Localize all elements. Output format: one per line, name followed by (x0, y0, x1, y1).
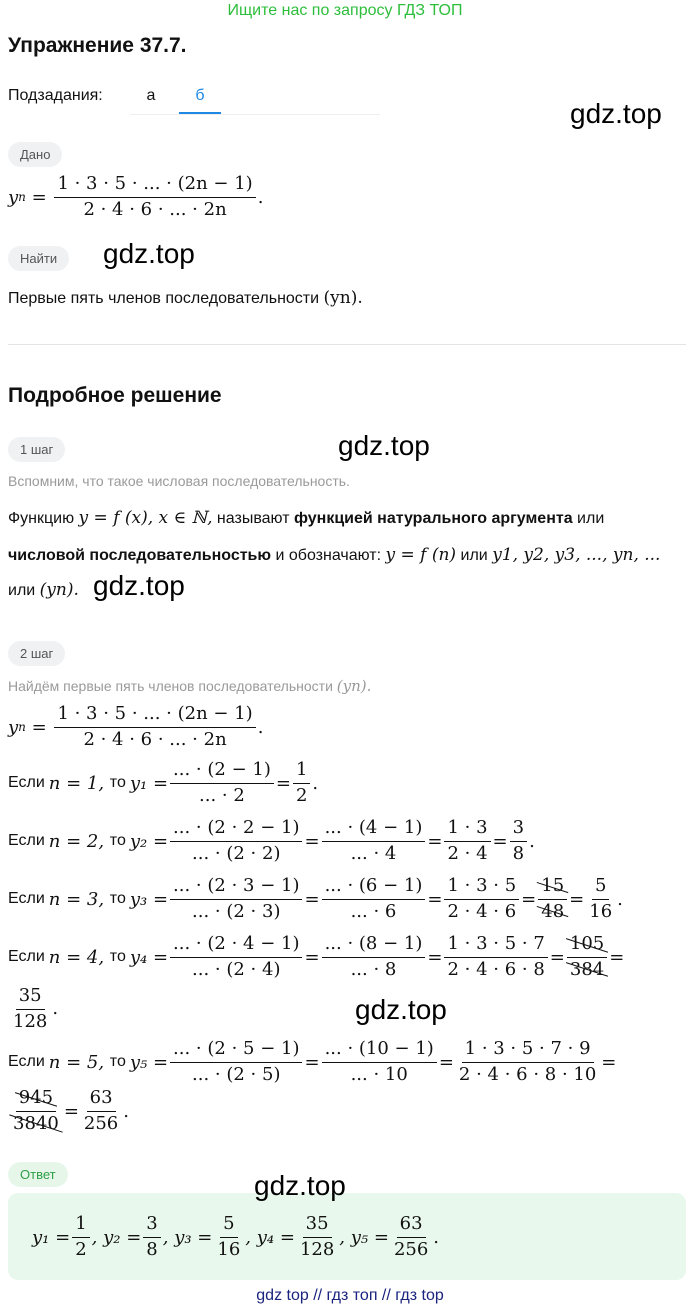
n-value: n = 1, (48, 772, 105, 794)
page-title: Упражнение 37.7. (8, 34, 187, 57)
den: 2 · 4 (447, 842, 488, 864)
watermark: gdz.top (355, 994, 447, 1025)
then-word: то (109, 832, 126, 850)
find-text (8, 288, 363, 308)
solution-title: Подробное решение (8, 384, 222, 407)
watermark: gdz.top (93, 570, 185, 601)
if-word: Если (8, 1053, 45, 1071)
den: ... · (2 · 3) (192, 900, 281, 922)
num: 3 (510, 818, 527, 842)
den: 2 (75, 1238, 87, 1260)
fraction (72, 1214, 89, 1260)
fraction (510, 818, 527, 864)
num: 3 (143, 1214, 160, 1238)
fraction (456, 1039, 599, 1085)
n-value: n = 4, (48, 946, 105, 968)
num: ... · (4 − 1) (322, 818, 426, 842)
y5-term: , y₅ = (339, 1226, 389, 1248)
p1-c: или (572, 510, 605, 527)
then-word: то (109, 948, 126, 966)
active-tab-indicator (179, 112, 221, 114)
num: 63 (397, 1214, 426, 1238)
y-term: y₅ = (129, 1051, 169, 1073)
den: 128 (299, 1238, 335, 1260)
num: 1 · 3 · 5 (444, 876, 519, 900)
cancelled-fraction (538, 876, 567, 922)
num: 1 (293, 760, 310, 784)
den: ... · 10 (350, 1063, 408, 1085)
formula-sub: n (18, 720, 26, 735)
formula-y: y (8, 716, 19, 738)
find-seq: (yn). (323, 288, 363, 308)
num: ... · (6 − 1) (322, 876, 426, 900)
calc-line-4-cont: $\frac{35}{128}$ . (8, 986, 58, 1032)
num: 945 (16, 1088, 56, 1112)
p2-bold: числовой последовательностью (8, 547, 272, 564)
fraction (322, 818, 426, 864)
fraction (170, 876, 302, 922)
bottom-banner[interactable]: gdz top // гдз топ // гдз top (256, 1287, 444, 1304)
num: 5 (592, 876, 609, 900)
den: 8 (512, 842, 525, 864)
find-text-label: Первые пять членов последовательности (8, 290, 320, 307)
p2-b: или (456, 547, 493, 564)
den: 3840 (10, 1112, 62, 1135)
watermark: gdz.top (103, 238, 195, 269)
if-word: Если (8, 890, 45, 908)
then-word: то (109, 890, 126, 908)
fraction (322, 1039, 437, 1085)
fraction (322, 876, 426, 922)
den: ... · 4 (350, 842, 397, 864)
fraction (170, 1039, 302, 1085)
cancelled-fraction (567, 934, 607, 980)
step2-den: 2 · 4 · 6 · ... · 2n (83, 728, 227, 750)
given-formula: y n = $\frac{1 \cdot 3 \cdot 5 \cdot ... \cdot (2n - 1)}{2 \cdot 4 \cdot 6 \cdot ... \cdot 2n}$ . (8, 173, 264, 220)
den: ... · (2 · 4) (192, 958, 281, 980)
step2-hint (8, 677, 371, 695)
p2-math2: y1, y2, y3, ..., yn, ... (492, 545, 661, 565)
fraction (81, 1088, 121, 1134)
then-word: то (109, 774, 126, 792)
y4-term: , y₄ = (245, 1226, 295, 1248)
y-term: y₄ = (129, 946, 169, 968)
p1-math: y = f (x), x ∈ ℕ, (78, 508, 213, 528)
given-chip: Дано (8, 142, 62, 167)
section-divider (8, 344, 686, 345)
step2-hint-text: Найдём первые пять членов последовательности (8, 678, 333, 694)
n-value: n = 5, (48, 1051, 105, 1073)
step1-p3 (8, 580, 79, 600)
tabs-divider (130, 114, 380, 115)
num: 1 · 3 · 5 · 7 · 9 (462, 1039, 594, 1063)
den: 2 · 4 · 6 · 8 · 10 (458, 1063, 597, 1085)
den: 48 (538, 900, 567, 923)
watermark: gdz.top (338, 430, 430, 461)
fraction (170, 818, 302, 864)
y-term: y₁ = (129, 772, 169, 794)
formula-sub: n (18, 190, 26, 205)
p2-a: и обозначают: (271, 547, 386, 564)
answer-formula: y₁ = $\frac{1}{2}$ , y₂ = $\frac{3}{8}$ , y₃ = $\frac{5}{16}$ , y₄ = $\frac{35}{128}$ , y₅ = $\frac{63}{256}$ . (32, 1213, 440, 1260)
num: 5 (220, 1214, 237, 1238)
fraction (444, 934, 547, 980)
p1-a: Функцию (8, 510, 79, 527)
num: ... · (10 − 1) (322, 1039, 437, 1063)
subtasks-label: Подзадания: (8, 87, 103, 104)
den: ... · 2 (199, 784, 245, 806)
step1-chip: 1 шаг (8, 437, 65, 462)
y3-term: , y₃ = (162, 1226, 213, 1248)
fraction (170, 934, 302, 980)
fraction (322, 934, 426, 980)
p3-math: (yn). (39, 580, 79, 600)
den: 16 (589, 900, 613, 922)
num: 105 (567, 934, 607, 958)
find-chip: Найти (8, 246, 69, 271)
num: 63 (87, 1088, 116, 1112)
fraction (10, 986, 50, 1032)
fraction (293, 760, 310, 806)
den: 16 (217, 1238, 241, 1260)
den: 8 (146, 1238, 158, 1260)
if-word: Если (8, 774, 45, 792)
step2-chip: 2 шаг (8, 641, 65, 666)
top-banner[interactable]: Ищите нас по запросу ГДЗ ТОП (227, 2, 463, 19)
given-num: 1 · 3 · 5 · ... · (2n − 1) (54, 174, 255, 198)
step1-p2 (8, 545, 660, 565)
den: 2 · 4 · 6 · 8 (447, 958, 545, 980)
step1-hint: Вспомним, что такое числовая последовательность. (8, 473, 350, 489)
step2-hint-math: (yn). (336, 677, 372, 695)
y-term: y₂ = (129, 830, 169, 852)
p2-math: y = f (n) (385, 545, 457, 565)
n-value: n = 2, (48, 830, 105, 852)
num: ... · (2 − 1) (170, 760, 274, 784)
den: 384 (567, 958, 607, 981)
y-term: y₃ = (129, 888, 169, 910)
p1-b: называют (212, 510, 294, 527)
step2-num: 1 · 3 · 5 · ... · (2n − 1) (54, 704, 255, 728)
num: ... · (2 · 4 − 1) (170, 934, 302, 958)
num: ... · (8 − 1) (322, 934, 426, 958)
tab-b[interactable]: б (195, 87, 205, 104)
watermark: gdz.top (254, 1170, 346, 1201)
step1-p1 (8, 508, 604, 528)
den: ... · (2 · 5) (192, 1063, 281, 1085)
y2-term: , y₂ = (91, 1226, 142, 1248)
given-den: 2 · 4 · 6 · ... · 2n (83, 198, 227, 220)
cancelled-fraction (10, 1088, 62, 1134)
fraction (586, 876, 615, 922)
if-word: Если (8, 948, 45, 966)
fraction (391, 1214, 431, 1260)
step2-fraction (54, 704, 255, 750)
fraction (297, 1214, 337, 1260)
tab-a[interactable]: а (146, 87, 156, 104)
answer-chip: Ответ (8, 1162, 68, 1187)
fraction (444, 876, 519, 922)
p3-a: или (8, 582, 40, 599)
y1-term: y₁ = (32, 1226, 71, 1248)
calc-line-5: Если n = 5, то y₅ = $\frac{... \cdot (2 \cdot 5 - 1)}{... \cdot (2 \cdot 5)}$ = $\frac{... \cdot (10 - 1)}{... \cdot 10}$ = $\frac{1 \cdot 3 \cdot 5 \cdot 7 \cdot 9}{2 \cdot 4 \cdot 6 \cdot 8 \cdot 10}$ = (8, 1038, 617, 1085)
step2-formula: y n = $\frac{1 \cdot 3 \cdot 5 \cdot ... \cdot (2n - 1)}{2 \cdot 4 \cdot 6 \cdot ... \cdot 2n}$ . (8, 703, 264, 750)
p1-bold: функцией натурального аргумента (293, 510, 573, 527)
num: ... · (2 · 5 − 1) (170, 1039, 302, 1063)
den: 2 (295, 784, 308, 806)
num: 15 (538, 876, 567, 900)
calc-line-1: Если n = 1, то y₁ = $\frac{... \cdot (2 - 1)}{... \cdot 2}$ = $\frac{1}{2}$ . (8, 759, 319, 806)
den: ... · (2 · 2) (192, 842, 281, 864)
num: 1 · 3 (444, 818, 490, 842)
calc-line-5-cont: $\frac{945}{3840}$ = $\frac{63}{256}$ . (8, 1088, 129, 1134)
num: 35 (16, 986, 45, 1010)
num: 1 (72, 1214, 89, 1238)
fraction (170, 760, 274, 806)
fraction (444, 818, 490, 864)
if-word: Если (8, 832, 45, 850)
num: ... · (2 · 2 − 1) (170, 818, 302, 842)
given-fraction (54, 174, 255, 220)
watermark: gdz.top (570, 98, 662, 129)
calc-line-4: Если n = 4, то y₄ = $\frac{... \cdot (2 \cdot 4 - 1)}{... \cdot (2 \cdot 4)}$ = $\frac{... \cdot (8 - 1)}{... \cdot 8}$ = $\frac{1 \cdot 3 \cdot 5 \cdot 7}{2 \cdot 4 \cdot 6 \cdot 8}$ = $\frac{105}{384}$ = (8, 933, 625, 980)
den: 2 · 4 · 6 (447, 900, 517, 922)
num: 1 · 3 · 5 · 7 (444, 934, 547, 958)
fraction (143, 1214, 160, 1260)
den: ... · 6 (350, 900, 397, 922)
calc-line-2: Если n = 2, то y₂ = $\frac{... \cdot (2 \cdot 2 - 1)}{... \cdot (2 \cdot 2)}$ = $\frac{... \cdot (4 - 1)}{... \cdot 4}$ = $\frac{1 \cdot 3}{2 \cdot 4}$ = $\frac{3}{8}$ . (8, 817, 535, 864)
then-word: то (109, 1053, 126, 1071)
formula-y: y (8, 186, 19, 208)
fraction (214, 1214, 243, 1260)
den: 256 (83, 1112, 119, 1134)
calc-line-3: Если n = 3, то y₃ = $\frac{... \cdot (2 \cdot 3 - 1)}{... \cdot (2 \cdot 3)}$ = $\frac{... \cdot (6 - 1)}{... \cdot 6}$ = $\frac{1 \cdot 3 \cdot 5}{2 \cdot 4 \cdot 6}$ = $\frac{15}{48}$ = $\frac{5}{16}$ . (8, 875, 623, 922)
den: ... · 8 (350, 958, 397, 980)
den: 128 (13, 1010, 48, 1032)
num: ... · (2 · 3 − 1) (170, 876, 302, 900)
n-value: n = 3, (48, 888, 105, 910)
den: 256 (393, 1238, 429, 1260)
num: 35 (303, 1214, 332, 1238)
